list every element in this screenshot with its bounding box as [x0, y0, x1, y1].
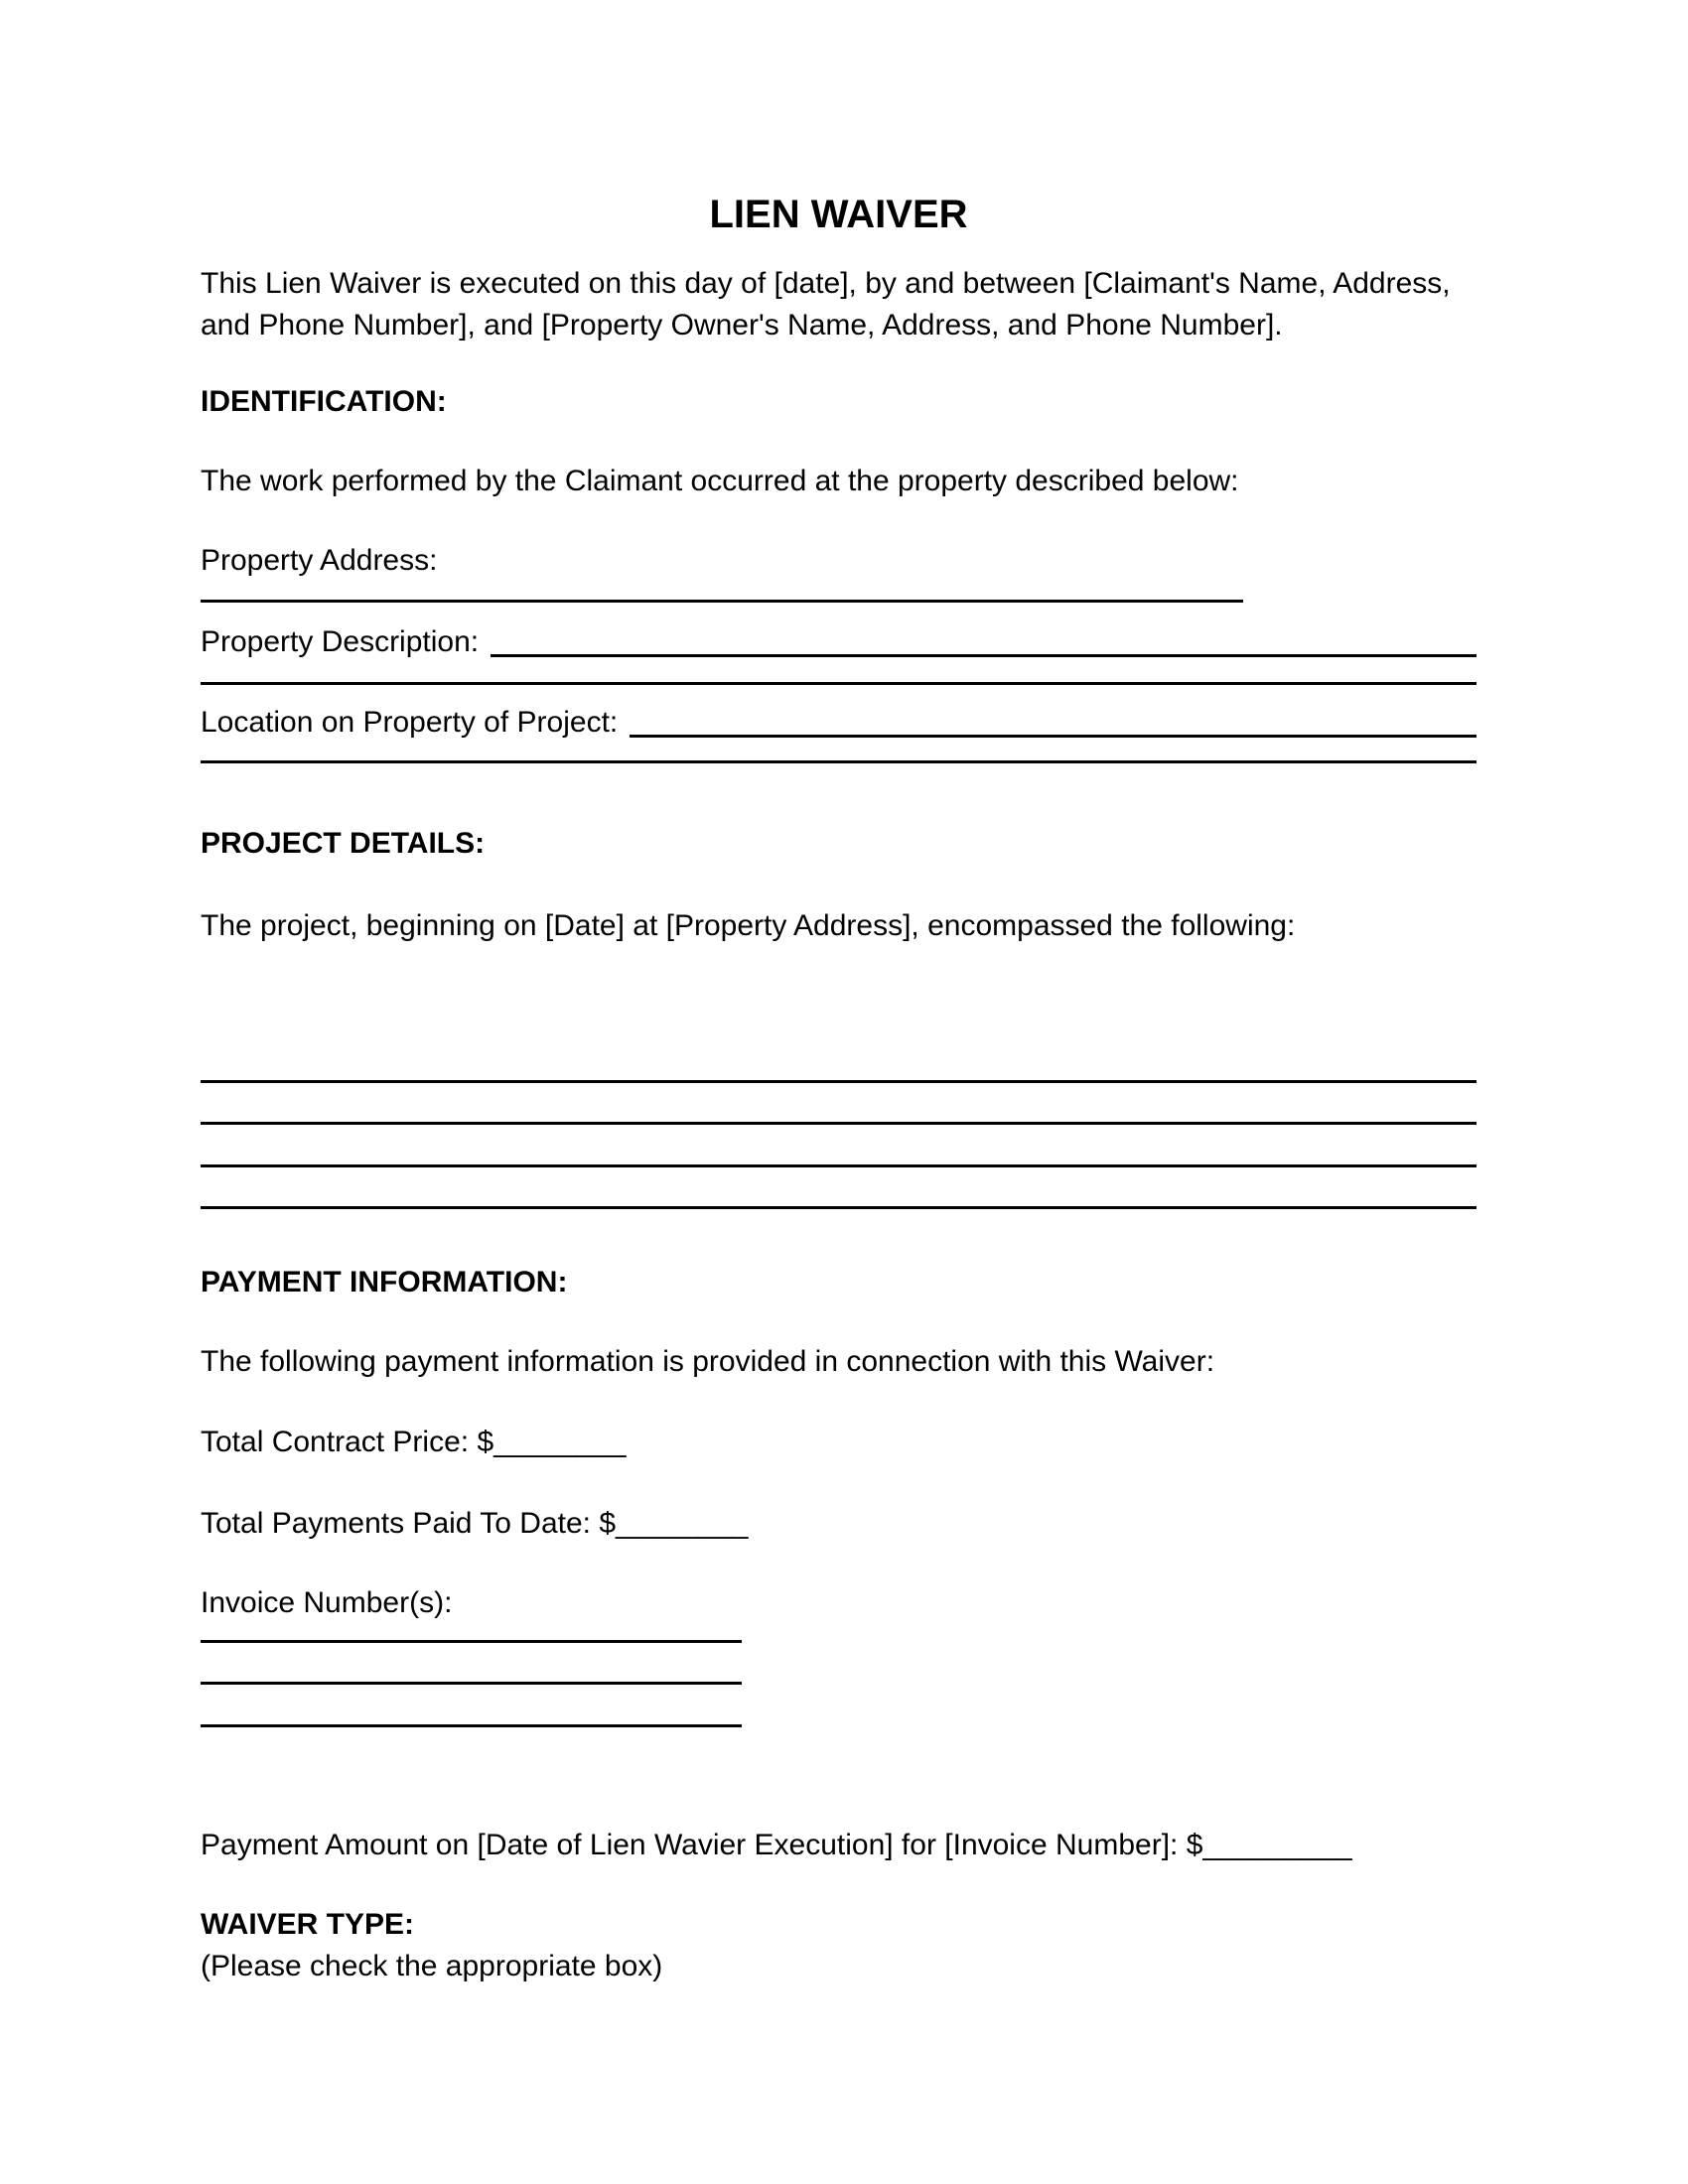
property-address-label: Property Address: [201, 544, 438, 577]
identification-heading: IDENTIFICATION: [201, 385, 447, 418]
property-address-blank-line [201, 600, 1243, 603]
intro-paragraph: This Lien Waiver is executed on this day of [date], by and between [Claimant's Name, Address, and Phone Number], and [Property Owner's Name, Address, and Phone Number]. [201, 267, 1451, 341]
project-details-heading: PROJECT DETAILS: [201, 827, 486, 860]
project-details-blank-line-1 [201, 1080, 1477, 1083]
property-description-blank-line-2 [201, 682, 1477, 685]
payment-information-heading: PAYMENT INFORMATION: [201, 1266, 568, 1298]
document-title: LIEN WAIVER [709, 193, 968, 236]
property-description-label: Property Description: [201, 625, 480, 658]
invoice-numbers-label: Invoice Number(s): [201, 1586, 453, 1619]
location-on-property-field [201, 702, 1477, 744]
waiver-type-heading: WAIVER TYPE: [201, 1908, 415, 1941]
project-details-blank-line-2 [201, 1122, 1477, 1125]
waiver-type-instruction: (Please check the appropriate box) [201, 1950, 663, 1982]
payment-information-body: The following payment information is provided in connection with this Waiver: [201, 1345, 1215, 1378]
total-contract-price-field: Total Contract Price: $________ [201, 1426, 627, 1458]
payment-amount-field: Payment Amount on [Date of Lien Wavier Execution] for [Invoice Number]: $_________ [201, 1829, 1352, 1861]
project-details-blank-line-3 [201, 1164, 1477, 1167]
total-payments-paid-field: Total Payments Paid To Date: $________ [201, 1507, 749, 1540]
property-description-blank-line [491, 654, 1477, 657]
project-details-blank-line-4 [201, 1206, 1477, 1209]
location-on-property-blank-line [630, 735, 1477, 738]
invoice-number-blank-line-1 [201, 1640, 742, 1643]
property-description-field [201, 621, 1477, 663]
location-on-property-blank-line-2 [201, 760, 1477, 763]
project-details-body: The project, beginning on [Date] at [Property Address], encompassed the following: [201, 909, 1296, 942]
location-on-property-label: Location on Property of Project: [201, 706, 619, 739]
invoice-number-blank-line-3 [201, 1724, 742, 1727]
identification-body: The work performed by the Claimant occurred at the property described below: [201, 465, 1239, 497]
invoice-number-blank-line-2 [201, 1682, 742, 1685]
